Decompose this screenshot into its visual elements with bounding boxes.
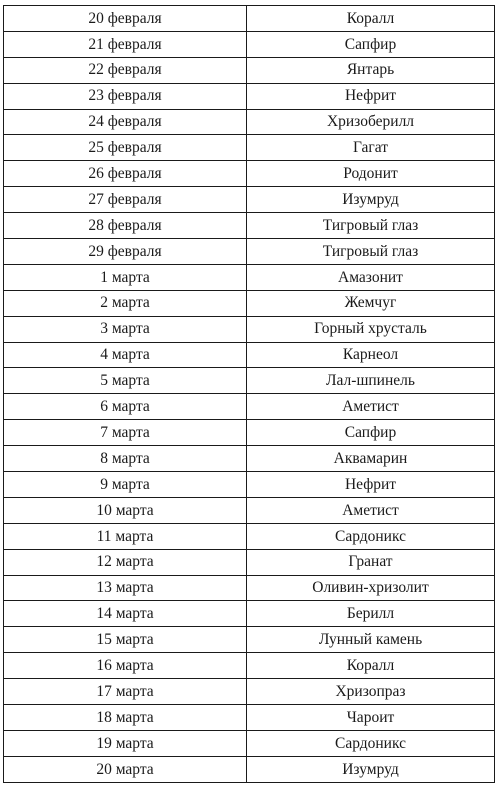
table-row	[4, 161, 495, 187]
stone-cell: Берилл	[247, 601, 495, 627]
date-cell: 29 февраля	[4, 239, 247, 265]
date-cell: 16 марта	[4, 653, 247, 679]
stone-cell: Гагат	[247, 135, 495, 161]
table-row	[4, 679, 495, 705]
date-cell: 8 марта	[4, 446, 247, 472]
table-row	[4, 368, 495, 394]
stone-cell: Тигровый глаз	[247, 213, 495, 239]
table-row	[4, 83, 495, 109]
date-cell: 13 марта	[4, 575, 247, 601]
stone-cell: Изумруд	[247, 187, 495, 213]
table-row	[4, 394, 495, 420]
date-cell: 22 февраля	[4, 57, 247, 83]
table-row	[4, 187, 495, 213]
table-row	[4, 601, 495, 627]
stone-cell: Лунный камень	[247, 627, 495, 653]
table-row	[4, 135, 495, 161]
stone-cell: Сардоникс	[247, 523, 495, 549]
stone-cell: Изумруд	[247, 756, 495, 782]
table-row	[4, 6, 495, 32]
table-row	[4, 57, 495, 83]
table-row	[4, 705, 495, 731]
date-cell: 18 марта	[4, 705, 247, 731]
date-cell: 6 марта	[4, 394, 247, 420]
table-row	[4, 342, 495, 368]
date-cell: 28 февраля	[4, 213, 247, 239]
stone-cell: Сапфир	[247, 31, 495, 57]
date-cell: 27 февраля	[4, 187, 247, 213]
date-stone-table-container	[3, 5, 494, 783]
table-row	[4, 653, 495, 679]
table-row	[4, 446, 495, 472]
stone-cell: Жемчуг	[247, 290, 495, 316]
table-row	[4, 575, 495, 601]
table-row	[4, 472, 495, 498]
table-row	[4, 264, 495, 290]
table-row	[4, 420, 495, 446]
stone-cell: Амазонит	[247, 264, 495, 290]
table-row	[4, 239, 495, 265]
stone-cell: Нефрит	[247, 472, 495, 498]
table-row	[4, 627, 495, 653]
date-cell: 11 марта	[4, 523, 247, 549]
stone-cell: Сапфир	[247, 420, 495, 446]
date-stone-table	[3, 5, 495, 783]
table-row	[4, 497, 495, 523]
date-cell: 26 февраля	[4, 161, 247, 187]
date-cell: 17 марта	[4, 679, 247, 705]
stone-cell: Аметист	[247, 394, 495, 420]
date-cell: 14 марта	[4, 601, 247, 627]
stone-cell: Янтарь	[247, 57, 495, 83]
table-row	[4, 290, 495, 316]
stone-cell: Хризоберилл	[247, 109, 495, 135]
date-cell: 10 марта	[4, 497, 247, 523]
stone-cell: Родонит	[247, 161, 495, 187]
date-cell: 1 марта	[4, 264, 247, 290]
stone-cell: Оливин-хризолит	[247, 575, 495, 601]
date-cell: 7 марта	[4, 420, 247, 446]
date-cell: 5 марта	[4, 368, 247, 394]
table-row	[4, 109, 495, 135]
date-cell: 4 марта	[4, 342, 247, 368]
date-cell: 25 февраля	[4, 135, 247, 161]
date-cell: 23 февраля	[4, 83, 247, 109]
table-row	[4, 316, 495, 342]
table-row	[4, 213, 495, 239]
stone-cell: Карнеол	[247, 342, 495, 368]
date-cell: 2 марта	[4, 290, 247, 316]
stone-cell: Коралл	[247, 6, 495, 32]
stone-cell: Хризопраз	[247, 679, 495, 705]
stone-cell: Гранат	[247, 549, 495, 575]
table-row	[4, 730, 495, 756]
stone-cell: Горный хрусталь	[247, 316, 495, 342]
stone-cell: Аметист	[247, 497, 495, 523]
stone-cell: Тигровый глаз	[247, 239, 495, 265]
date-cell: 24 февраля	[4, 109, 247, 135]
date-cell: 20 февраля	[4, 6, 247, 32]
stone-cell: Чароит	[247, 705, 495, 731]
table-body	[4, 6, 495, 783]
stone-cell: Нефрит	[247, 83, 495, 109]
stone-cell: Лал-шпинель	[247, 368, 495, 394]
date-cell: 12 марта	[4, 549, 247, 575]
date-cell: 21 февраля	[4, 31, 247, 57]
date-cell: 15 марта	[4, 627, 247, 653]
table-row	[4, 31, 495, 57]
stone-cell: Аквамарин	[247, 446, 495, 472]
date-cell: 3 марта	[4, 316, 247, 342]
date-cell: 19 марта	[4, 730, 247, 756]
table-row	[4, 523, 495, 549]
table-row	[4, 756, 495, 782]
date-cell: 9 марта	[4, 472, 247, 498]
date-cell: 20 марта	[4, 756, 247, 782]
stone-cell: Сардоникс	[247, 730, 495, 756]
stone-cell: Коралл	[247, 653, 495, 679]
table-row	[4, 549, 495, 575]
